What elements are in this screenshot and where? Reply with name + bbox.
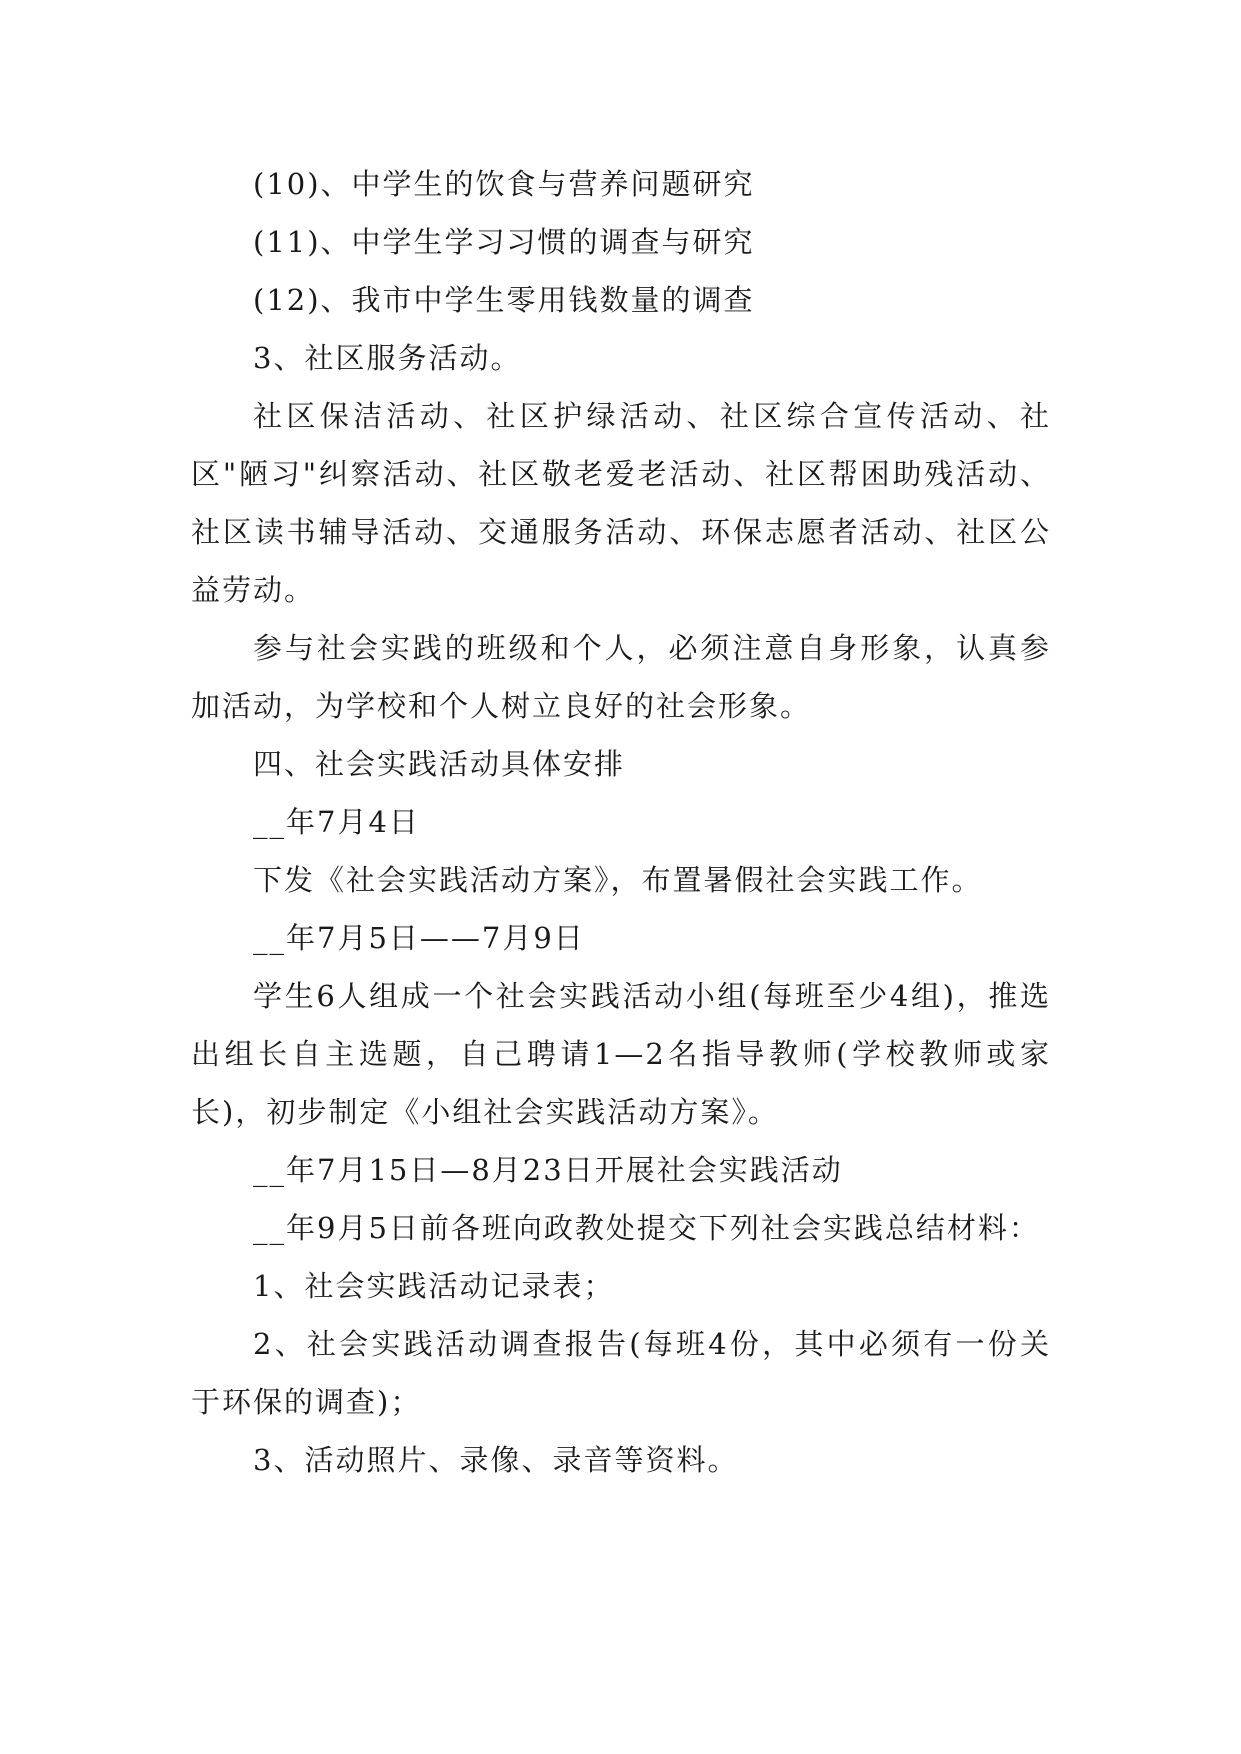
schedule-date-4: __年9月5日前各班向政教处提交下列社会实践总结材料： [253, 1211, 1040, 1245]
paragraph-community-activities: 社区保洁活动、社区护绿活动、社区综合宣传活动、社区"陋习"纠察活动、社区敬老爱老活动、社区帮困助残活动、社区读书辅导活动、交通服务活动、环保志愿者活动、社区公益劳动。 [191, 399, 1051, 607]
paragraph-item-10-diet: (10)、中学生的饮食与营养问题研究 [253, 167, 755, 201]
material-item-2: 2、社会实践活动调查报告(每班4份，其中必须有一份关于环保的调查)； [191, 1327, 1051, 1419]
schedule-date-2: __年7月5日——7月9日 [253, 921, 585, 955]
schedule-task-1: 下发《社会实践活动方案》，布置暑假社会实践工作。 [253, 863, 983, 897]
paragraph-item-11-study-habits: (11)、中学生学习习惯的调查与研究 [253, 225, 755, 259]
document-body [191, 155, 1051, 1489]
paragraph-participation-note: 参与社会实践的班级和个人，必须注意自身形象，认真参加活动，为学校和个人树立良好的社会形象。 [191, 631, 1051, 723]
schedule-date-3: __年7月15日—8月23日开展社会实践活动 [253, 1153, 843, 1187]
material-item-1: 1、社会实践活动记录表； [253, 1269, 615, 1303]
section-heading-schedule: 四、社会实践活动具体安排 [253, 747, 626, 781]
schedule-task-2: 学生6人组成一个社会实践活动小组(每班至少4组)，推选出组长自主选题，自己聘请1—2名指导教师(学校教师或家长)，初步制定《小组社会实践活动方案》。 [191, 979, 1051, 1129]
schedule-date-1: __年7月4日 [253, 805, 420, 839]
section-heading-community-service: 3、社区服务活动。 [253, 341, 522, 375]
paragraph-item-12-pocket-money: (12)、我市中学生零用钱数量的调查 [253, 283, 755, 317]
material-item-3: 3、活动照片、录像、录音等资料。 [253, 1443, 739, 1477]
